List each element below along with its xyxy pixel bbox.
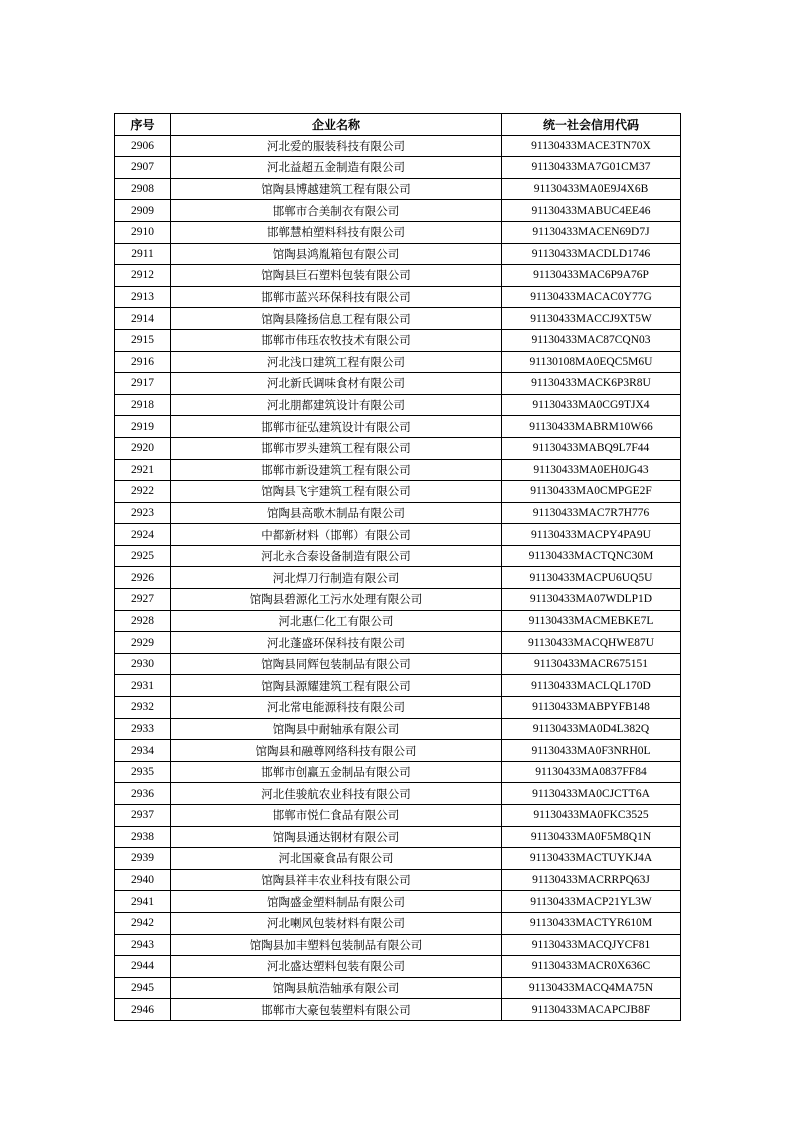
cell-company-name: 馆陶县和融尊网络科技有限公司	[171, 740, 502, 762]
table-row	[115, 265, 681, 287]
cell-company-name: 河北常电能源科技有限公司	[171, 697, 502, 719]
cell-company-name: 馆陶县中耐轴承有限公司	[171, 718, 502, 740]
cell-credit-code: 91130433MACAPCJB8F	[502, 999, 681, 1021]
cell-credit-code: 91130433MACTUYKJ4A	[502, 848, 681, 870]
cell-seq: 2944	[115, 956, 171, 978]
table-row	[115, 589, 681, 611]
table-row	[115, 999, 681, 1021]
cell-company-name: 馆陶县同辉包装制品有限公司	[171, 653, 502, 675]
cell-seq: 2920	[115, 437, 171, 459]
cell-seq: 2911	[115, 243, 171, 265]
cell-credit-code: 91130433MA0837FF84	[502, 761, 681, 783]
cell-company-name: 河北焊刀行制造有限公司	[171, 567, 502, 589]
table-row	[115, 934, 681, 956]
cell-credit-code: 91130433MA7G01CM37	[502, 157, 681, 179]
table-row	[115, 329, 681, 351]
cell-company-name: 馆陶县祥丰农业科技有限公司	[171, 869, 502, 891]
table-row	[115, 157, 681, 179]
cell-seq: 2926	[115, 567, 171, 589]
enterprise-table	[114, 113, 681, 1021]
cell-company-name: 邯郸市蓝兴环保科技有限公司	[171, 286, 502, 308]
header-name: 企业名称	[171, 114, 502, 136]
cell-seq: 2939	[115, 848, 171, 870]
table-row	[115, 826, 681, 848]
cell-seq: 2931	[115, 675, 171, 697]
table-row	[115, 178, 681, 200]
cell-credit-code: 91130433MACPY4PA9U	[502, 524, 681, 546]
cell-credit-code: 91130433MACTYR610M	[502, 912, 681, 934]
table-row	[115, 394, 681, 416]
cell-seq: 2906	[115, 135, 171, 157]
cell-seq: 2913	[115, 286, 171, 308]
cell-seq: 2937	[115, 805, 171, 827]
table-row	[115, 912, 681, 934]
cell-credit-code: 91130433MA0F5M8Q1N	[502, 826, 681, 848]
cell-seq: 2908	[115, 178, 171, 200]
cell-seq: 2945	[115, 977, 171, 999]
cell-seq: 2924	[115, 524, 171, 546]
cell-seq: 2941	[115, 891, 171, 913]
header-seq: 序号	[115, 114, 171, 136]
table-row	[115, 740, 681, 762]
cell-company-name: 河北国豪食品有限公司	[171, 848, 502, 870]
table-row	[115, 308, 681, 330]
cell-company-name: 河北爱的服装科技有限公司	[171, 135, 502, 157]
table-row	[115, 653, 681, 675]
cell-company-name: 河北朋都建筑设计有限公司	[171, 394, 502, 416]
cell-company-name: 河北益超五金制造有限公司	[171, 157, 502, 179]
cell-company-name: 馆陶县加丰塑料包装制品有限公司	[171, 934, 502, 956]
cell-company-name: 邯郸慧柏塑料科技有限公司	[171, 221, 502, 243]
cell-credit-code: 91130433MACR0X636C	[502, 956, 681, 978]
cell-credit-code: 91130433MACCJ9XT5W	[502, 308, 681, 330]
cell-seq: 2938	[115, 826, 171, 848]
cell-credit-code: 91130433MAC6P9A76P	[502, 265, 681, 287]
header-row	[115, 114, 681, 136]
cell-seq: 2930	[115, 653, 171, 675]
cell-credit-code: 91130433MA0F3NRH0L	[502, 740, 681, 762]
cell-seq: 2910	[115, 221, 171, 243]
cell-credit-code: 91130433MABRM10W66	[502, 416, 681, 438]
table-row	[115, 221, 681, 243]
cell-seq: 2928	[115, 610, 171, 632]
cell-company-name: 馆陶县航浩轴承有限公司	[171, 977, 502, 999]
cell-credit-code: 91130433MA0D4L382Q	[502, 718, 681, 740]
cell-credit-code: 91130433MACLQL170D	[502, 675, 681, 697]
cell-credit-code: 91130433MACQ4MA75N	[502, 977, 681, 999]
cell-credit-code: 91130433MACQJYCF81	[502, 934, 681, 956]
cell-credit-code: 91130433MA0FKC3525	[502, 805, 681, 827]
cell-credit-code: 91130433MA0CJCTT6A	[502, 783, 681, 805]
cell-credit-code: 91130433MACEN69D7J	[502, 221, 681, 243]
cell-seq: 2907	[115, 157, 171, 179]
cell-credit-code: 91130433MA0CMPGE2F	[502, 481, 681, 503]
cell-seq: 2923	[115, 502, 171, 524]
cell-seq: 2929	[115, 632, 171, 654]
table-row	[115, 416, 681, 438]
cell-company-name: 馆陶县碧源化工污水处理有限公司	[171, 589, 502, 611]
table-row	[115, 567, 681, 589]
cell-company-name: 河北蓬盛环保科技有限公司	[171, 632, 502, 654]
cell-company-name: 馆陶县博越建筑工程有限公司	[171, 178, 502, 200]
cell-credit-code: 91130433MACK6P3R8U	[502, 373, 681, 395]
table-row	[115, 869, 681, 891]
cell-credit-code: 91130433MA0EH0JG43	[502, 459, 681, 481]
table-row	[115, 783, 681, 805]
cell-credit-code: 91130433MABPYFB148	[502, 697, 681, 719]
cell-company-name: 馆陶县高歌木制品有限公司	[171, 502, 502, 524]
table-row	[115, 502, 681, 524]
cell-company-name: 馆陶县源耀建筑工程有限公司	[171, 675, 502, 697]
cell-seq: 2918	[115, 394, 171, 416]
cell-company-name: 馆陶县飞宇建筑工程有限公司	[171, 481, 502, 503]
cell-company-name: 邯郸市合美制衣有限公司	[171, 200, 502, 222]
cell-company-name: 馆陶县通达钢材有限公司	[171, 826, 502, 848]
cell-credit-code: 91130433MACRRPQ63J	[502, 869, 681, 891]
cell-credit-code: 91130433MAC87CQN03	[502, 329, 681, 351]
table-row	[115, 351, 681, 373]
table-row	[115, 718, 681, 740]
cell-company-name: 邯郸市罗头建筑工程有限公司	[171, 437, 502, 459]
cell-seq: 2922	[115, 481, 171, 503]
cell-company-name: 馆陶县鸿胤箱包有限公司	[171, 243, 502, 265]
cell-company-name: 河北盛达塑料包装有限公司	[171, 956, 502, 978]
table-row	[115, 956, 681, 978]
cell-credit-code: 91130433MACE3TN70X	[502, 135, 681, 157]
cell-company-name: 邯郸市大豪包装塑料有限公司	[171, 999, 502, 1021]
cell-company-name: 馆陶盛金塑料制品有限公司	[171, 891, 502, 913]
cell-seq: 2933	[115, 718, 171, 740]
cell-company-name: 邯郸市伟珏农牧技术有限公司	[171, 329, 502, 351]
cell-seq: 2909	[115, 200, 171, 222]
cell-credit-code: 91130433MACTQNC30M	[502, 545, 681, 567]
cell-credit-code: 91130433MACMEBKE7L	[502, 610, 681, 632]
cell-company-name: 河北浅口建筑工程有限公司	[171, 351, 502, 373]
table-row	[115, 286, 681, 308]
cell-company-name: 中都新材料（邯郸）有限公司	[171, 524, 502, 546]
table-row	[115, 891, 681, 913]
table-row	[115, 437, 681, 459]
cell-seq: 2916	[115, 351, 171, 373]
cell-seq: 2914	[115, 308, 171, 330]
cell-company-name: 河北喇风包装材料有限公司	[171, 912, 502, 934]
cell-company-name: 河北永合泰设备制造有限公司	[171, 545, 502, 567]
cell-credit-code: 91130433MAC7R7H776	[502, 502, 681, 524]
cell-credit-code: 91130433MACDLD1746	[502, 243, 681, 265]
cell-seq: 2936	[115, 783, 171, 805]
cell-company-name: 邯郸市征弘建筑设计有限公司	[171, 416, 502, 438]
table-row	[115, 135, 681, 157]
cell-seq: 2927	[115, 589, 171, 611]
table-header	[115, 114, 681, 136]
cell-company-name: 邯郸市悦仁食品有限公司	[171, 805, 502, 827]
table-body	[115, 135, 681, 1020]
cell-credit-code: 91130433MA07WDLP1D	[502, 589, 681, 611]
table-row	[115, 373, 681, 395]
cell-seq: 2935	[115, 761, 171, 783]
cell-company-name: 馆陶县巨石塑料包装有限公司	[171, 265, 502, 287]
cell-seq: 2919	[115, 416, 171, 438]
cell-credit-code: 91130433MABUC4EE46	[502, 200, 681, 222]
cell-credit-code: 91130433MA0CG9TJX4	[502, 394, 681, 416]
cell-company-name: 邯郸市新设建筑工程有限公司	[171, 459, 502, 481]
cell-credit-code: 91130433MACP21YL3W	[502, 891, 681, 913]
cell-seq: 2943	[115, 934, 171, 956]
cell-credit-code: 91130433MACAC0Y77G	[502, 286, 681, 308]
cell-seq: 2917	[115, 373, 171, 395]
table-row	[115, 459, 681, 481]
table-row	[115, 977, 681, 999]
cell-seq: 2915	[115, 329, 171, 351]
table-row	[115, 481, 681, 503]
cell-credit-code: 91130433MACR675151	[502, 653, 681, 675]
table-row	[115, 848, 681, 870]
table-row	[115, 697, 681, 719]
table-row	[115, 545, 681, 567]
cell-seq: 2932	[115, 697, 171, 719]
cell-credit-code: 91130433MACPU6UQ5U	[502, 567, 681, 589]
table-row	[115, 632, 681, 654]
cell-seq: 2925	[115, 545, 171, 567]
cell-seq: 2934	[115, 740, 171, 762]
header-code: 统一社会信用代码	[502, 114, 681, 136]
table-row	[115, 243, 681, 265]
table-row	[115, 805, 681, 827]
cell-company-name: 河北佳骏航农业科技有限公司	[171, 783, 502, 805]
cell-credit-code: 91130433MABQ9L7F44	[502, 437, 681, 459]
table-row	[115, 524, 681, 546]
cell-seq: 2940	[115, 869, 171, 891]
table-row	[115, 761, 681, 783]
cell-credit-code: 91130433MA0E9J4X6B	[502, 178, 681, 200]
cell-seq: 2942	[115, 912, 171, 934]
table-row	[115, 610, 681, 632]
cell-seq: 2912	[115, 265, 171, 287]
cell-company-name: 河北惠仁化工有限公司	[171, 610, 502, 632]
cell-company-name: 馆陶县隆扬信息工程有限公司	[171, 308, 502, 330]
table-row	[115, 675, 681, 697]
cell-seq: 2921	[115, 459, 171, 481]
cell-company-name: 河北新氏调味食材有限公司	[171, 373, 502, 395]
cell-company-name: 邯郸市创赢五金制品有限公司	[171, 761, 502, 783]
cell-credit-code: 91130108MA0EQC5M6U	[502, 351, 681, 373]
cell-credit-code: 91130433MACQHWE87U	[502, 632, 681, 654]
cell-seq: 2946	[115, 999, 171, 1021]
table-row	[115, 200, 681, 222]
